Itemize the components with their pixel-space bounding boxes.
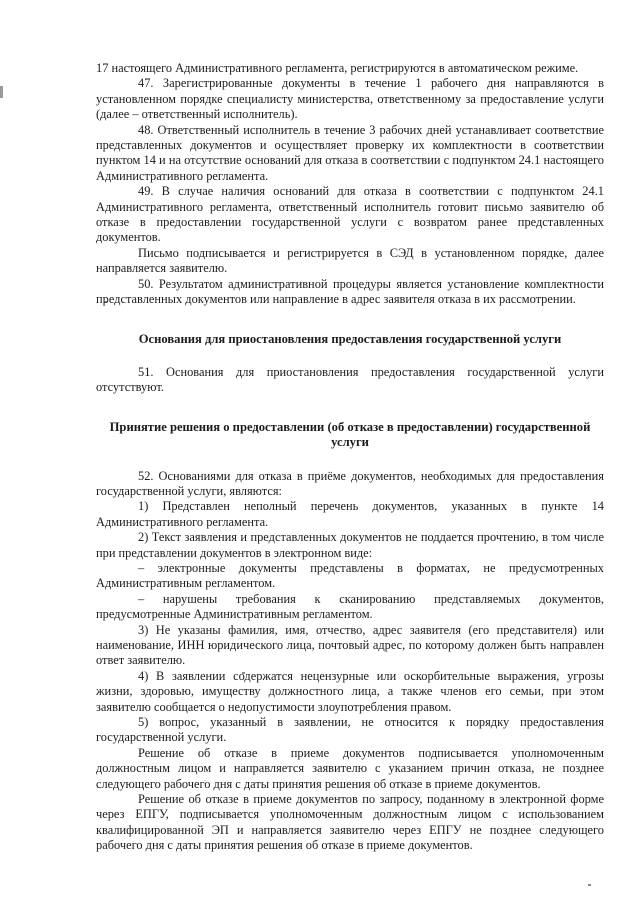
list-subitem-formats: – электронные документы представлены в форматах, не предусмотренных Административным регламентом. <box>96 560 604 591</box>
list-item-1: 1) Представлен неполный перечень документов, указанных в пункте 14 Административного регламента. <box>96 499 604 529</box>
paragraph-50: 50. Результатом административной процедуры является установление комплектности представленных документов или направление в адрес заявителя отказа в их рассмотрении. <box>96 276 604 307</box>
section-heading-decision: Принятие решения о предоставлении (об отказе в предоставлении) государственной услуги <box>109 419 591 450</box>
section-heading-suspension: Основания для приостановления предоставления государственной услуги <box>138 331 562 346</box>
paragraph-refusal-electronic: Решение об отказе в приеме документов по запросу, поданному в электронной форме через ЕПГУ, подписывается уполномоченным должностным лицом с использованием квалифицированной ЭП и направляется заявителю через ЕПГУ не позднее следующего рабочего дня с даты принятия решения об отказе в приеме документов. <box>96 792 604 853</box>
paragraph-51: 51. Основания для приостановления предоставления государственной услуги отсутствуют. <box>96 364 604 395</box>
document-body <box>96 61 604 854</box>
list-subitem-scanning: – нарушены требования к сканированию представляемых документов, предусмотренные Административным регламентом. <box>96 591 604 622</box>
scan-margin-mark <box>0 86 3 98</box>
paragraph-continuation: 17 настоящего Административного регламента, регистрируются в автоматическом режиме. <box>96 61 579 75</box>
paragraph-52: 52. Основаниями для отказа в приёме документов, необходимых для предоставления государственной услуги, являются: <box>96 468 604 498</box>
list-item-4: 4) В заявлении содержатся нецензурные или оскорбительные выражения, угрозы жизни, здоровью, имуществу должностного лица, а также членов его семьи, при этом заявителю сообщается о недопустимости злоупотребления правом. <box>96 668 604 714</box>
paragraph-refusal-decision: Решение об отказе в приеме документов подписывается уполномоченным должностным лицом и направляется заявителю с указанием причин отказа, не позднее следующего рабочего дня с даты принятия решения об отказе в приеме документов. <box>96 745 604 791</box>
list-item-3: 3) Не указаны фамилия, имя, отчество, адрес заявителя (его представителя) или наименование, ИНН юридического лица, почтовый адрес, по которому должен быть направлен ответ заявителю. <box>96 622 604 668</box>
scan-speck <box>588 884 591 886</box>
paragraph-49: 49. В случае наличия оснований для отказа в соответствии с подпунктом 24.1 Административного регламента, ответственный исполнитель готовит письмо заявителю об отказе в предоставлении государственной услуги с возвратом ранее представленных документов. <box>96 184 604 245</box>
paragraph-47: 47. Зарегистрированные документы в течение 1 рабочего дня направляются в установленном порядке специалисту министерства, ответственному за предоставление услуги (далее – ответственный исполнитель). <box>96 76 604 122</box>
list-item-5: 5) вопрос, указанный в заявлении, не относится к порядку предоставления государственной услуги. <box>96 715 604 745</box>
paragraph-48: 48. Ответственный исполнитель в течение 3 рабочих дней устанавливает соответствие представленных документов и осуществляет проверку их комплектности в соответствии пунктом 14 и на отсутствие оснований для отказа в соответствии с подпунктом 24.1 настоящего Административного регламента. <box>96 122 604 183</box>
paragraph-letter: Письмо подписывается и регистрируется в СЭД в установленном порядке, далее направляется заявителю. <box>96 245 604 276</box>
list-item-2: 2) Текст заявления и представленных документов не поддается прочтению, в том числе при представлении документов в электронном виде: <box>96 530 604 560</box>
